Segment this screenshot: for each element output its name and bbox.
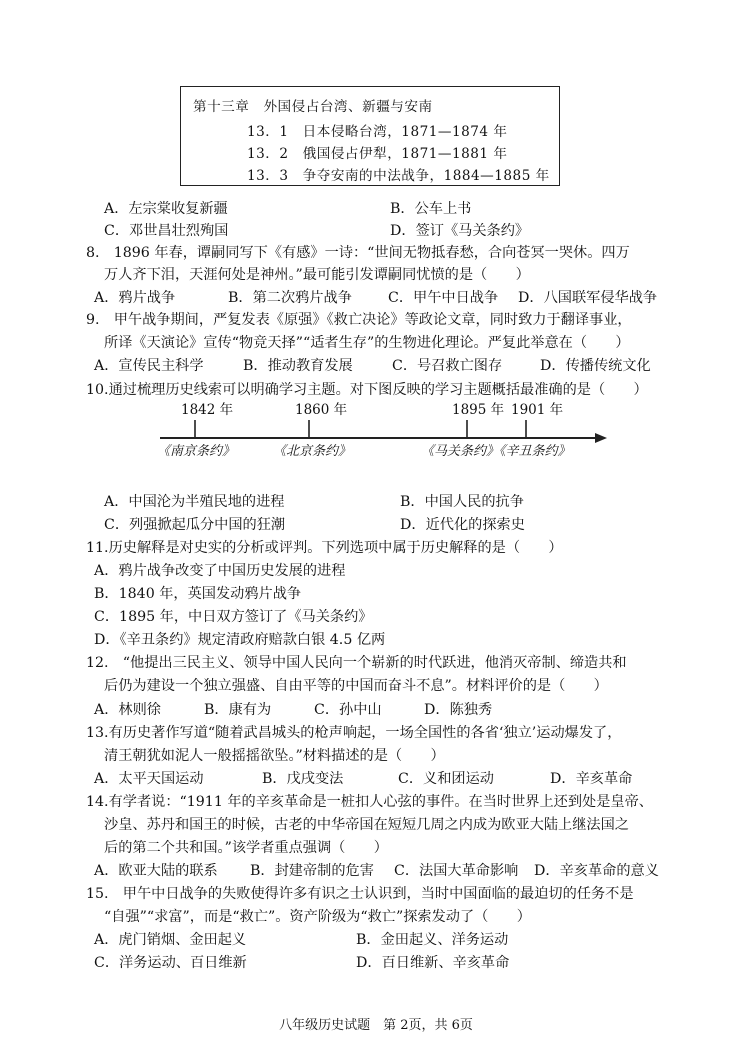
q12-stem-line-2: 后仍为建设一个独立强盛、自由平等的中国而奋斗不息”。材料评价的是（ ） [104,678,608,694]
q11-option-d: D．《辛丑条约》规定清政府赔款白银 4.5 亿两 [94,632,386,648]
q7-option-c: C．邓世昌壮烈殉国 [104,223,229,239]
q14-option-c: C．法国大革命影响 [394,863,519,879]
q14-stem-line-1: 14.有学者说：“1911 年的辛亥革命是一桩扣人心弦的事件。在当时世界上还到处是皇帝、 [86,794,653,810]
q14-option-d: D．辛亥革命的意义 [534,863,659,879]
q15-stem-line-1: 15. 甲午中日战争的失败使得许多有识之士认识到，当时中国面临的最迫切的任务不是 [86,886,634,902]
year-1860: 1860 年 [295,402,348,418]
q10-option-a: A．中国沦为半殖民地的进程 [104,494,285,510]
q12-option-a: A．林则徐 [94,702,161,718]
q9-option-a: A．宣传民主科学 [94,358,204,374]
q14-option-a: A．欧亚大陆的联系 [94,863,218,879]
q9-option-d: D．传播传统文化 [540,358,651,374]
q15-option-d: D．百日维新、辛亥革命 [356,955,510,971]
year-1842: 1842 年 [181,402,234,418]
q7-option-a: A．左宗棠收复新疆 [104,201,228,217]
section-13-2: 13．2 俄国侵占伊犁，1871—1881 年 [247,146,508,162]
year-1895: 1895 年 [452,402,505,418]
q13-option-b: B．戊戌变法 [262,771,344,787]
section-13-3: 13．3 争夺安南的中法战争，1884—1885 年 [247,168,550,184]
chapter-title: 第十三章 外国侵占台湾、新疆与安南 [193,99,433,115]
q8-option-b: B．第二次鸦片战争 [228,290,352,306]
q9-stem-line-2: 所译《天演论》宣传“物竞天择”“适者生存”的生物进化理论。严复此举意在（ ） [104,335,630,351]
q10-option-c: C．列强掀起瓜分中国的狂潮 [104,517,286,533]
q12-option-c: C．孙中山 [314,702,382,718]
q11-stem: 11.历史解释是对史实的分析或评判。下列选项中属于历史解释的是（ ） [86,540,563,556]
q13-option-d: D．辛亥革命 [550,771,633,787]
section-13-1: 13．1 日本侵略台湾，1871—1874 年 [247,124,508,140]
treaty-maguan-xinchou: 《马关条约》《辛丑条约》 [421,444,571,459]
timeline-arrow [595,433,607,443]
treaty-timeline [155,404,615,464]
chapter-outline-box [180,86,560,186]
q14-option-b: B．封建帝制的危害 [250,863,374,879]
q8-option-a: A．鸦片战争 [94,290,176,306]
q13-option-c: C．义和团运动 [398,771,494,787]
year-1901: 1901 年 [511,402,564,418]
q12-option-b: B．康有为 [204,702,272,718]
q7-option-d: D．签订《马关条约》 [390,223,530,239]
q9-stem-line-1: 9. 甲午战争期间，严复发表《原强》《救亡决论》等政论文章，同时致力于翻译事业， [86,312,632,328]
q8-stem-line-2: 万人齐下泪，天涯何处是神州。”最可能引发谭嗣同忧愤的是（ ） [104,267,530,283]
q12-option-d: D．陈独秀 [424,702,493,718]
q8-stem-line-1: 8. 1896 年春，谭嗣同写下《有感》一诗：“世间无物抵春愁，合向苍冥一哭休。四万 [86,245,630,261]
q10-option-d: D．近代化的探索史 [400,517,525,533]
q8-option-c: C．甲午中日战争 [388,290,499,306]
q10-option-b: B．中国人民的抗争 [400,494,524,510]
q12-stem-line-1: 12. “他提出三民主义、领导中国人民向一个崭新的时代跃进，他消灭帝制、缔造共和 [86,655,627,671]
q13-stem-line-1: 13.有历史著作写道“随着武昌城头的枪声响起，一场全国性的各省‘独立’运动爆发了， [86,725,622,741]
treaty-nanjing: 《南京条约》 [157,444,236,459]
q13-option-a: A．太平天国运动 [94,771,204,787]
q11-option-b: B．1840 年，英国发动鸦片战争 [94,586,302,602]
q7-option-b: B．公车上书 [390,201,472,217]
q13-stem-line-2: 清王朝犹如泥人一般摇摇欲坠。”材料描述的是（ ） [104,748,445,764]
q11-option-a: A．鸦片战争改变了中国历史发展的进程 [94,563,346,579]
q15-option-c: C．洋务运动、百日维新 [94,955,247,971]
q11-option-c: C．1895 年，中日双方签订了《马关条约》 [94,609,373,625]
q9-option-c: C．号召救亡图存 [392,358,503,374]
q9-option-b: B．推动教育发展 [243,358,353,374]
q14-stem-line-3: 后的第二个共和国。”该学者重点强调（ ） [104,840,388,856]
treaty-beijing: 《北京条约》 [273,444,352,459]
page-footer: 八年级历史试题 第 2页，共 6页 [279,1018,473,1033]
q15-option-b: B．金田起义、洋务运动 [356,932,509,948]
q14-stem-line-2: 沙皇、苏丹和国王的时候，古老的中华帝国在短短几周之内成为欧亚大陆上继法国之 [104,817,629,833]
q8-option-d: D．八国联军侵华战争 [518,290,658,306]
q15-option-a: A．虎门销烟、金田起义 [94,932,247,948]
q15-stem-line-2: “自强”“求富”，而是“救亡”。资产阶级为“救亡”探索发动了（ ） [104,909,531,925]
q10-stem: 10.通过梳理历史线索可以明确学习主题。对下图反映的学习主题概括最准确的是（ ） [86,382,648,398]
